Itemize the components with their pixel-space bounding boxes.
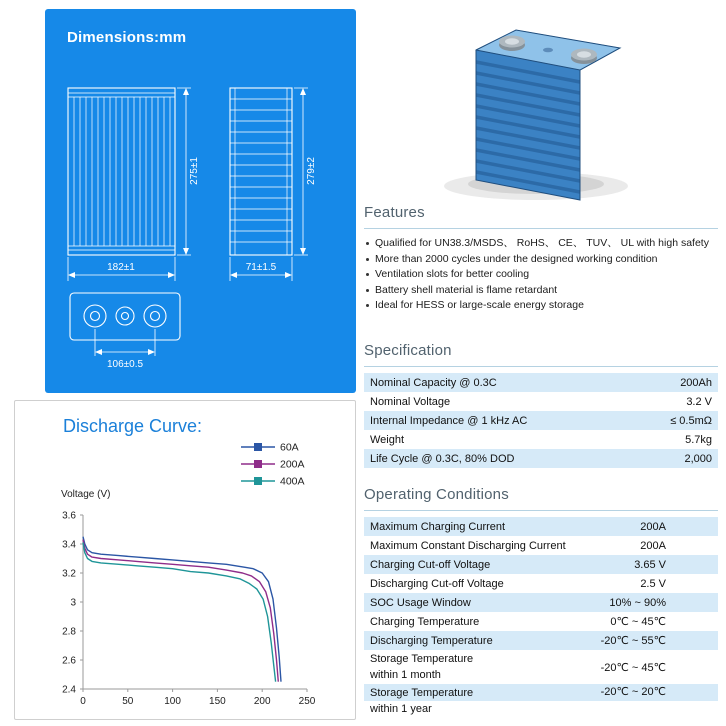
op-value: 0℃ ~ 45℃ <box>610 616 666 628</box>
spec-row <box>364 449 718 468</box>
op-row <box>364 593 718 612</box>
operating-conditions-heading: Operating Conditions <box>364 486 718 511</box>
op-label <box>364 685 601 717</box>
series-line-400A <box>83 543 276 682</box>
discharge-curve-chart <box>17 439 353 726</box>
side-height-dimension: 279±2 <box>306 157 317 185</box>
spec-label: Life Cycle @ 0.3C, 80% DOD <box>370 452 515 465</box>
specification-heading: Specification <box>364 342 718 367</box>
op-row <box>364 536 718 555</box>
spec-row <box>364 411 718 430</box>
spec-label: Nominal Voltage <box>370 395 451 408</box>
spec-value: 200Ah <box>680 376 712 389</box>
dimension-drawing <box>45 57 356 389</box>
op-value: 200A <box>640 520 666 533</box>
op-value: 10% ~ 90% <box>609 596 666 609</box>
specification-section <box>364 342 718 468</box>
feature-item: Ventilation slots for better cooling <box>364 268 718 282</box>
op-row <box>364 631 718 650</box>
features-heading: Features <box>364 204 718 229</box>
x-tick-label: 100 <box>164 696 181 707</box>
label-line-1: Storage Temperature <box>370 653 474 665</box>
dimensions-panel <box>45 9 356 393</box>
op-label: Discharging Temperature <box>370 634 493 647</box>
features-list <box>364 237 718 313</box>
spec-value: 3.2 V <box>686 395 712 408</box>
features-section <box>364 204 718 315</box>
op-label: Maximum Constant Discharging Current <box>370 539 566 552</box>
y-tick-label: 2.8 <box>62 626 76 638</box>
op-label: Charging Temperature <box>370 615 480 628</box>
front-width-dimension: 182±1 <box>107 262 135 273</box>
op-value: 200A <box>640 539 666 552</box>
op-row <box>364 517 718 536</box>
feature-item: Battery shell material is flame retardant <box>364 284 718 298</box>
legend-label: 200A <box>280 458 305 471</box>
battery-product-image <box>424 8 664 208</box>
feature-item: Ideal for HESS or large-scale energy storage <box>364 299 718 313</box>
terminal-pitch-dimension: 106±0.5 <box>106 359 144 370</box>
legend-marker <box>254 477 262 485</box>
x-tick-label: 250 <box>298 696 316 707</box>
op-label: Maximum Charging Current <box>370 520 506 533</box>
y-axis-title: Voltage (V) <box>61 489 111 500</box>
y-tick-label: 3.2 <box>62 568 76 580</box>
y-tick-label: 3 <box>70 597 76 609</box>
op-value: 3.65 V <box>634 558 666 571</box>
side-width-dimension: 71±1.5 <box>245 262 277 273</box>
x-tick-label: 50 <box>122 696 134 707</box>
y-tick-label: 3.4 <box>62 539 76 551</box>
op-label: SOC Usage Window <box>370 596 471 609</box>
legend-label: 400A <box>280 475 305 488</box>
op-row <box>364 684 718 718</box>
op-value: 2.5 V <box>640 577 666 590</box>
op-row <box>364 650 718 684</box>
spec-value: ≤ 0.5mΩ <box>670 414 712 427</box>
discharge-curve-title: Discharge Curve: <box>63 416 203 436</box>
specification-table <box>364 373 718 468</box>
legend-marker <box>254 443 262 451</box>
spec-row <box>364 430 718 449</box>
op-row <box>364 555 718 574</box>
feature-item: More than 2000 cycles under the designed working condition <box>364 253 718 267</box>
op-row <box>364 574 718 593</box>
discharge-curve-chart-container <box>17 439 353 726</box>
spec-row <box>364 373 718 392</box>
spec-label: Weight <box>370 433 405 446</box>
label-line-1: Storage Temperature <box>370 687 474 699</box>
x-tick-label: 0 <box>80 696 86 707</box>
spec-value: 2,000 <box>684 452 712 465</box>
legend-label: 60A <box>280 441 299 454</box>
label-line-2: within 1 month <box>370 669 441 681</box>
op-label: Charging Cut-off Voltage <box>370 558 491 571</box>
spec-value: 5.7kg <box>685 433 712 446</box>
discharge-curve-panel <box>14 400 356 720</box>
op-value: -20℃ ~ 45℃ <box>600 661 666 674</box>
operating-conditions-table <box>364 517 718 718</box>
series-line-60A <box>83 537 281 682</box>
x-tick-label: 150 <box>209 696 226 707</box>
y-tick-label: 3.6 <box>62 510 76 522</box>
spec-row <box>364 392 718 411</box>
spec-label: Nominal Capacity @ 0.3C <box>370 376 497 389</box>
front-height-dimension: 275±1 <box>189 157 200 185</box>
op-value: -20℃ ~ 55℃ <box>600 635 666 647</box>
op-value: -20℃ ~ 20℃ <box>600 686 666 698</box>
op-row <box>364 612 718 631</box>
feature-item: Qualified for UN38.3/MSDS、 RoHS、 CE、 TUV、 UL with high safety <box>364 237 718 251</box>
dimensions-title: Dimensions:mm <box>67 29 187 46</box>
right-column <box>364 0 718 726</box>
op-label: Discharging Cut-off Voltage <box>370 577 504 590</box>
operating-conditions-section <box>364 486 718 718</box>
y-tick-label: 2.4 <box>62 684 76 696</box>
op-label <box>364 651 601 683</box>
x-tick-label: 200 <box>253 696 271 707</box>
y-tick-label: 2.6 <box>62 655 76 667</box>
legend-marker <box>254 460 262 468</box>
spec-label: Internal Impedance @ 1 kHz AC <box>370 414 528 427</box>
label-line-2: within 1 year <box>370 703 432 715</box>
